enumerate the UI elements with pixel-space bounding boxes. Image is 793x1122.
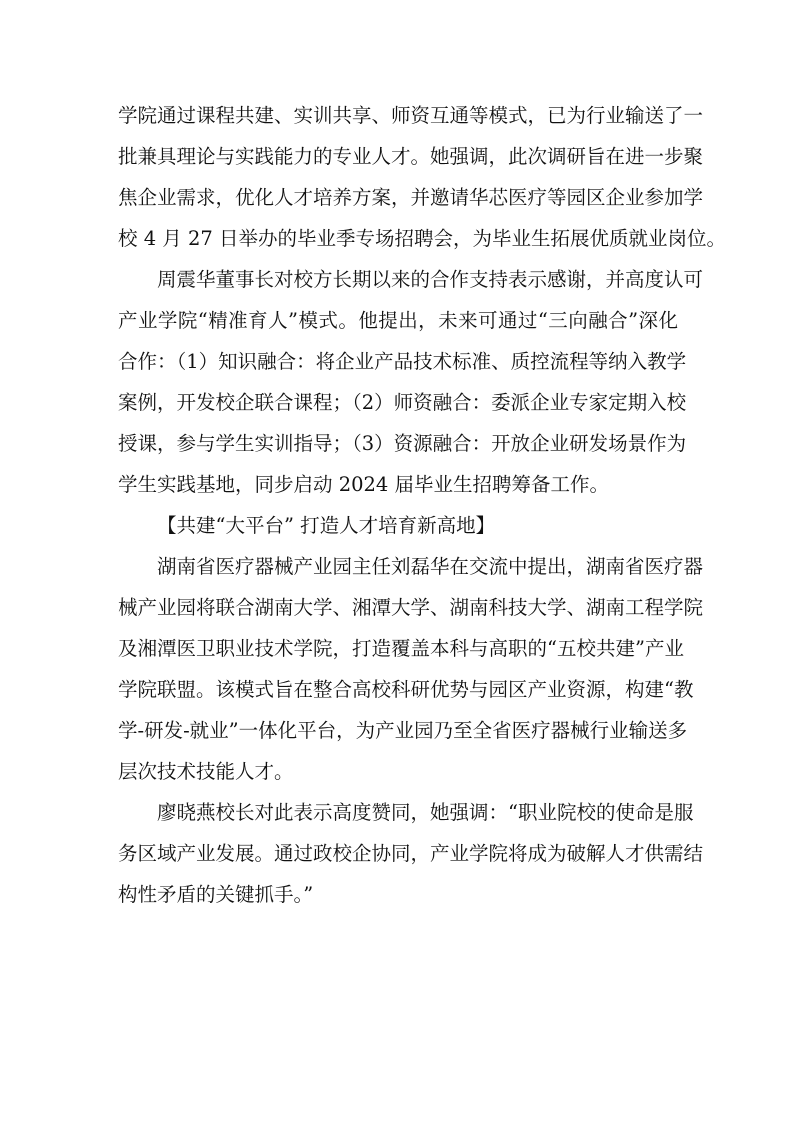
paragraph-line: 周震华董事长对校方长期以来的合作支持表示感谢，并高度认可 [157, 268, 704, 291]
article-body [118, 95, 727, 915]
paragraph-line: 及湘潭医卫职业技术学院，打造覆盖本科与高职的“五校共建”产业 [118, 637, 684, 660]
paragraph-line: 械产业园将联合湖南大学、湘潭大学、湖南科技大学、湖南工程学院 [118, 596, 704, 619]
paragraph-line: 务区域产业发展。通过政校企协同，产业学院将成为破解人才供需结 [118, 842, 704, 865]
paragraph-line: 学-研发-就业”一体化平台，为产业园乃至全省医疗器械行业输送多 [118, 719, 688, 742]
paragraph-4 [118, 792, 704, 915]
paragraph-1 [118, 95, 727, 259]
paragraph-line: 合作：（1）知识融合：将企业产品技术标准、质控流程等纳入教学 [118, 350, 687, 373]
paragraph-line: 授课，参与学生实训指导；（3）资源融合：开放企业研发场景作为 [118, 432, 687, 455]
paragraph-line: 构性矛盾的关键抓手。” [118, 883, 314, 906]
paragraph-2 [118, 259, 704, 505]
paragraph-line: 湖南省医疗器械产业园主任刘磊华在交流中提出，湖南省医疗器 [157, 555, 704, 578]
paragraph-line: 廖晓燕校长对此表示高度赞同，她强调：“职业院校的使命是服 [157, 801, 694, 824]
paragraph-line: 校 4 月 27 日举办的毕业季专场招聘会，为毕业生拓展优质就业岗位。 [118, 227, 727, 250]
paragraph-3 [118, 546, 704, 792]
paragraph-line: 学生实践基地，同步启动 2024 届毕业生招聘筹备工作。 [118, 473, 610, 496]
section-heading [118, 505, 678, 546]
paragraph-line: 学院联盟。该模式旨在整合高校科研优势与园区产业资源，构建“教 [118, 678, 694, 701]
paragraph-line: 案例，开发校企联合课程；（2）师资融合：委派企业专家定期入校 [118, 391, 687, 414]
paragraph-line: 批兼具理论与实践能力的专业人才。她强调，此次调研旨在进一步聚 [118, 145, 704, 168]
paragraph-line: 学院通过课程共建、实训共享、师资互通等模式，已为行业输送了一 [118, 104, 704, 127]
paragraph-line: 层次技术技能人才。 [118, 760, 294, 783]
section-heading-text: 【共建“大平台” 打造人才培育新高地】 [157, 514, 496, 537]
paragraph-line: 产业学院“精准育人”模式。他提出，未来可通过“三向融合”深化 [118, 309, 678, 332]
paragraph-line: 焦企业需求，优化人才培养方案，并邀请华芯医疗等园区企业参加学 [118, 186, 704, 209]
